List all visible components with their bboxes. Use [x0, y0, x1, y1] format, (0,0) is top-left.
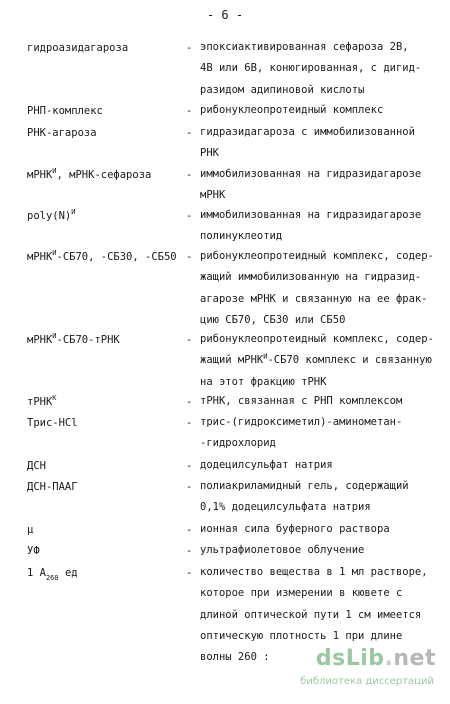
entry-definition	[200, 329, 440, 393]
watermark-logo	[316, 646, 436, 671]
entry-term	[27, 164, 182, 186]
entry-dash: -	[186, 334, 193, 346]
entry-term	[27, 391, 182, 413]
term-text: -СБ70-тРНК	[56, 334, 120, 346]
entry-term: ДСН	[27, 460, 46, 472]
page-number: - 6 -	[206, 8, 244, 22]
entry-term	[27, 329, 182, 351]
definition-line: иммобилизованная на гидразидагарозе	[200, 168, 422, 180]
watermark-logo-main: dsLib	[315, 646, 385, 671]
definition-line: ионная сила буферного раствора	[200, 523, 390, 535]
entry-dash: -	[186, 417, 193, 429]
entry-term	[27, 246, 182, 268]
entry-definition	[200, 205, 440, 248]
watermark	[236, 646, 436, 694]
definition-line: жащий иммобилизованную на гидразид-	[200, 271, 422, 284]
watermark-logo-dot: .	[384, 646, 394, 671]
entry-term: Трис-НCl	[27, 417, 78, 429]
entry-dash: -	[186, 105, 193, 117]
entry-dash: -	[186, 524, 193, 536]
definition-line: гидразидагароза с иммобилизованной	[200, 126, 415, 138]
entry-dash: -	[186, 567, 193, 579]
entry-dash: -	[186, 251, 193, 263]
term-superscript: И	[52, 331, 57, 340]
entry-definition	[200, 37, 440, 101]
definition-line: иммобилизованная на гидразидагарозе	[200, 209, 422, 221]
definition-line: 0,1% додецилсульфата натрия	[200, 501, 371, 514]
term-superscript: И	[52, 248, 57, 257]
entry-definition	[200, 164, 440, 207]
entry-dash: -	[186, 210, 193, 222]
entry-term: гидроазидагароза	[27, 42, 129, 54]
entry-dash: -	[186, 481, 193, 493]
definition-line: рибонуклеопротеидный комплекс, содер-	[200, 250, 434, 262]
definition-line: полиакриламидный гель, содержащий	[200, 480, 409, 492]
term-text: poly(N)	[27, 210, 72, 222]
entry-dash: -	[186, 460, 193, 472]
watermark-logo-tld: net	[393, 646, 436, 671]
definition-line: ультрафиолетовое облучение	[200, 544, 365, 556]
entry-term: УФ	[27, 545, 40, 557]
definition-line: -гидрохлорид	[200, 437, 276, 450]
definition-line: РНК	[200, 147, 219, 160]
entry-dash: -	[186, 545, 193, 557]
entry-dash: -	[186, 42, 193, 54]
definition-superscript: И	[263, 352, 268, 361]
term-text: тРНК	[27, 396, 53, 408]
term-superscript: И	[52, 166, 57, 175]
definition-line: агарозе мРНК и связанную на ее фрак-	[200, 292, 428, 305]
definition-line: на этот фракцию тРНК	[200, 375, 327, 388]
entry-term: μ	[27, 524, 34, 536]
term-subscript: 260	[45, 574, 59, 583]
definition-line: полинуклеотид	[200, 230, 283, 243]
entry-definition	[200, 100, 440, 121]
term-text: ед	[58, 567, 78, 579]
entry-term	[27, 205, 182, 227]
term-text: , мРНК-сефароза	[56, 169, 152, 181]
watermark-caption: библиотека диссертаций	[300, 676, 434, 687]
definition-text: жащий мРНК	[200, 354, 264, 367]
definition-line: рибонуклеопротеидный комплекс, содер-	[200, 333, 434, 345]
term-text: мРНК	[27, 169, 53, 181]
entry-definition	[200, 246, 440, 331]
term-superscript: К	[52, 393, 57, 402]
entry-dash: -	[186, 169, 193, 181]
definition-line: рибонуклеопротеидный комплекс	[200, 104, 384, 116]
term-text: мРНК	[27, 251, 53, 263]
entry-definition	[200, 391, 440, 412]
term-text: 1 А	[27, 567, 46, 579]
entry-term: РНК-агароза	[27, 127, 97, 139]
definition-line: разидом адипиновой кислоты	[200, 83, 365, 96]
term-superscript: И	[71, 207, 76, 216]
definition-line: трис-(гидроксиметил)-аминометан-	[200, 416, 403, 428]
definition-line: оптическую плотность 1 при длине	[200, 629, 403, 642]
entry-term: РНП-комплекс	[27, 105, 103, 117]
entry-definition	[200, 519, 440, 540]
definition-line: цию СБ70, СБ30 или СБ50	[200, 313, 346, 326]
definition-line: которое при измерении в кювете с	[200, 587, 403, 600]
term-text: мРНК	[27, 334, 53, 346]
entry-term	[27, 562, 182, 584]
entry-definition	[200, 412, 440, 455]
definition-line: додецилсульфат натрия	[200, 459, 333, 471]
definition-line: волны 260 :	[200, 651, 270, 664]
term-text: -СБ70, -СБ30, -СБ50	[56, 251, 177, 263]
entry-definition	[200, 455, 440, 476]
definition-line: количество вещества в 1 мл растворе,	[200, 566, 428, 578]
definition-line: мРНК	[200, 189, 226, 202]
definition-line: длиной оптической пути 1 см имеется	[200, 608, 422, 621]
entry-dash: -	[186, 396, 193, 408]
definition-line	[200, 350, 440, 371]
entry-dash: -	[186, 127, 193, 139]
entry-definition	[200, 476, 440, 519]
definition-line: тРНК, связанная с РНП комплексом	[200, 395, 403, 407]
entry-definition	[200, 540, 440, 561]
entry-definition	[200, 122, 440, 165]
definition-text: -СБ70 комплекс и связанную	[267, 354, 432, 367]
entry-term: ДСН-ПААГ	[27, 481, 78, 493]
definition-line: эпоксиактивированная сефароза 2В,	[200, 41, 409, 53]
definition-line: 4В или 6В, конюгированная, с дигид-	[200, 62, 422, 75]
